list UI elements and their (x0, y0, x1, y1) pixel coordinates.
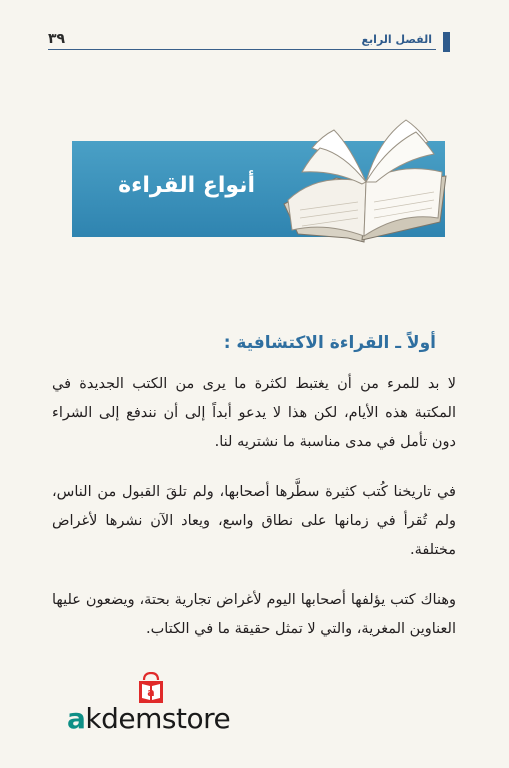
chapter-label: الفصل الرابع (361, 33, 432, 46)
header-rule (48, 49, 436, 50)
paragraph-1: لا بد للمرء من أن يغتبط لكثرة ما يرى من الكتب الجديدة في المكتبة هذه الأيام، لكن هذا لا يدعو أبداً إلى أن نندفع إلى الشراء دون تأمل في مدى مناسبة ما نشتريه لنا. (52, 376, 456, 450)
page-number: ٣٩ (48, 31, 66, 47)
paragraph-3: وهناك كتب يؤلفها أصحابها اليوم لأغراض تجارية بحتة، ويضعون عليها العناوين المغرية، والتي لا تمثل حقيقة ما في الكتاب. (52, 592, 456, 637)
logo-icon-letter: a (147, 686, 155, 699)
book-bag-icon (136, 672, 166, 704)
brand-rest: kdemstore (85, 702, 231, 735)
paragraph-2: في تاريخنا كُتب كثيرة سطَّرها أصحابها، ولم تلقَ القبول من الناس، ولم تُقرأ في زمانها على نطاق واسع، ويعاد الآن نشرها لأغراض مختلفة. (52, 484, 456, 558)
section-heading: أولاً ـ القراءة الاكتشافية : (223, 333, 436, 353)
brand-first-letter: a (67, 702, 86, 735)
running-header (48, 30, 450, 52)
chapter-title: أنواع القراءة (118, 173, 255, 198)
header-marker (443, 32, 450, 52)
brand-watermark (67, 702, 230, 735)
open-book-icon (278, 118, 450, 244)
